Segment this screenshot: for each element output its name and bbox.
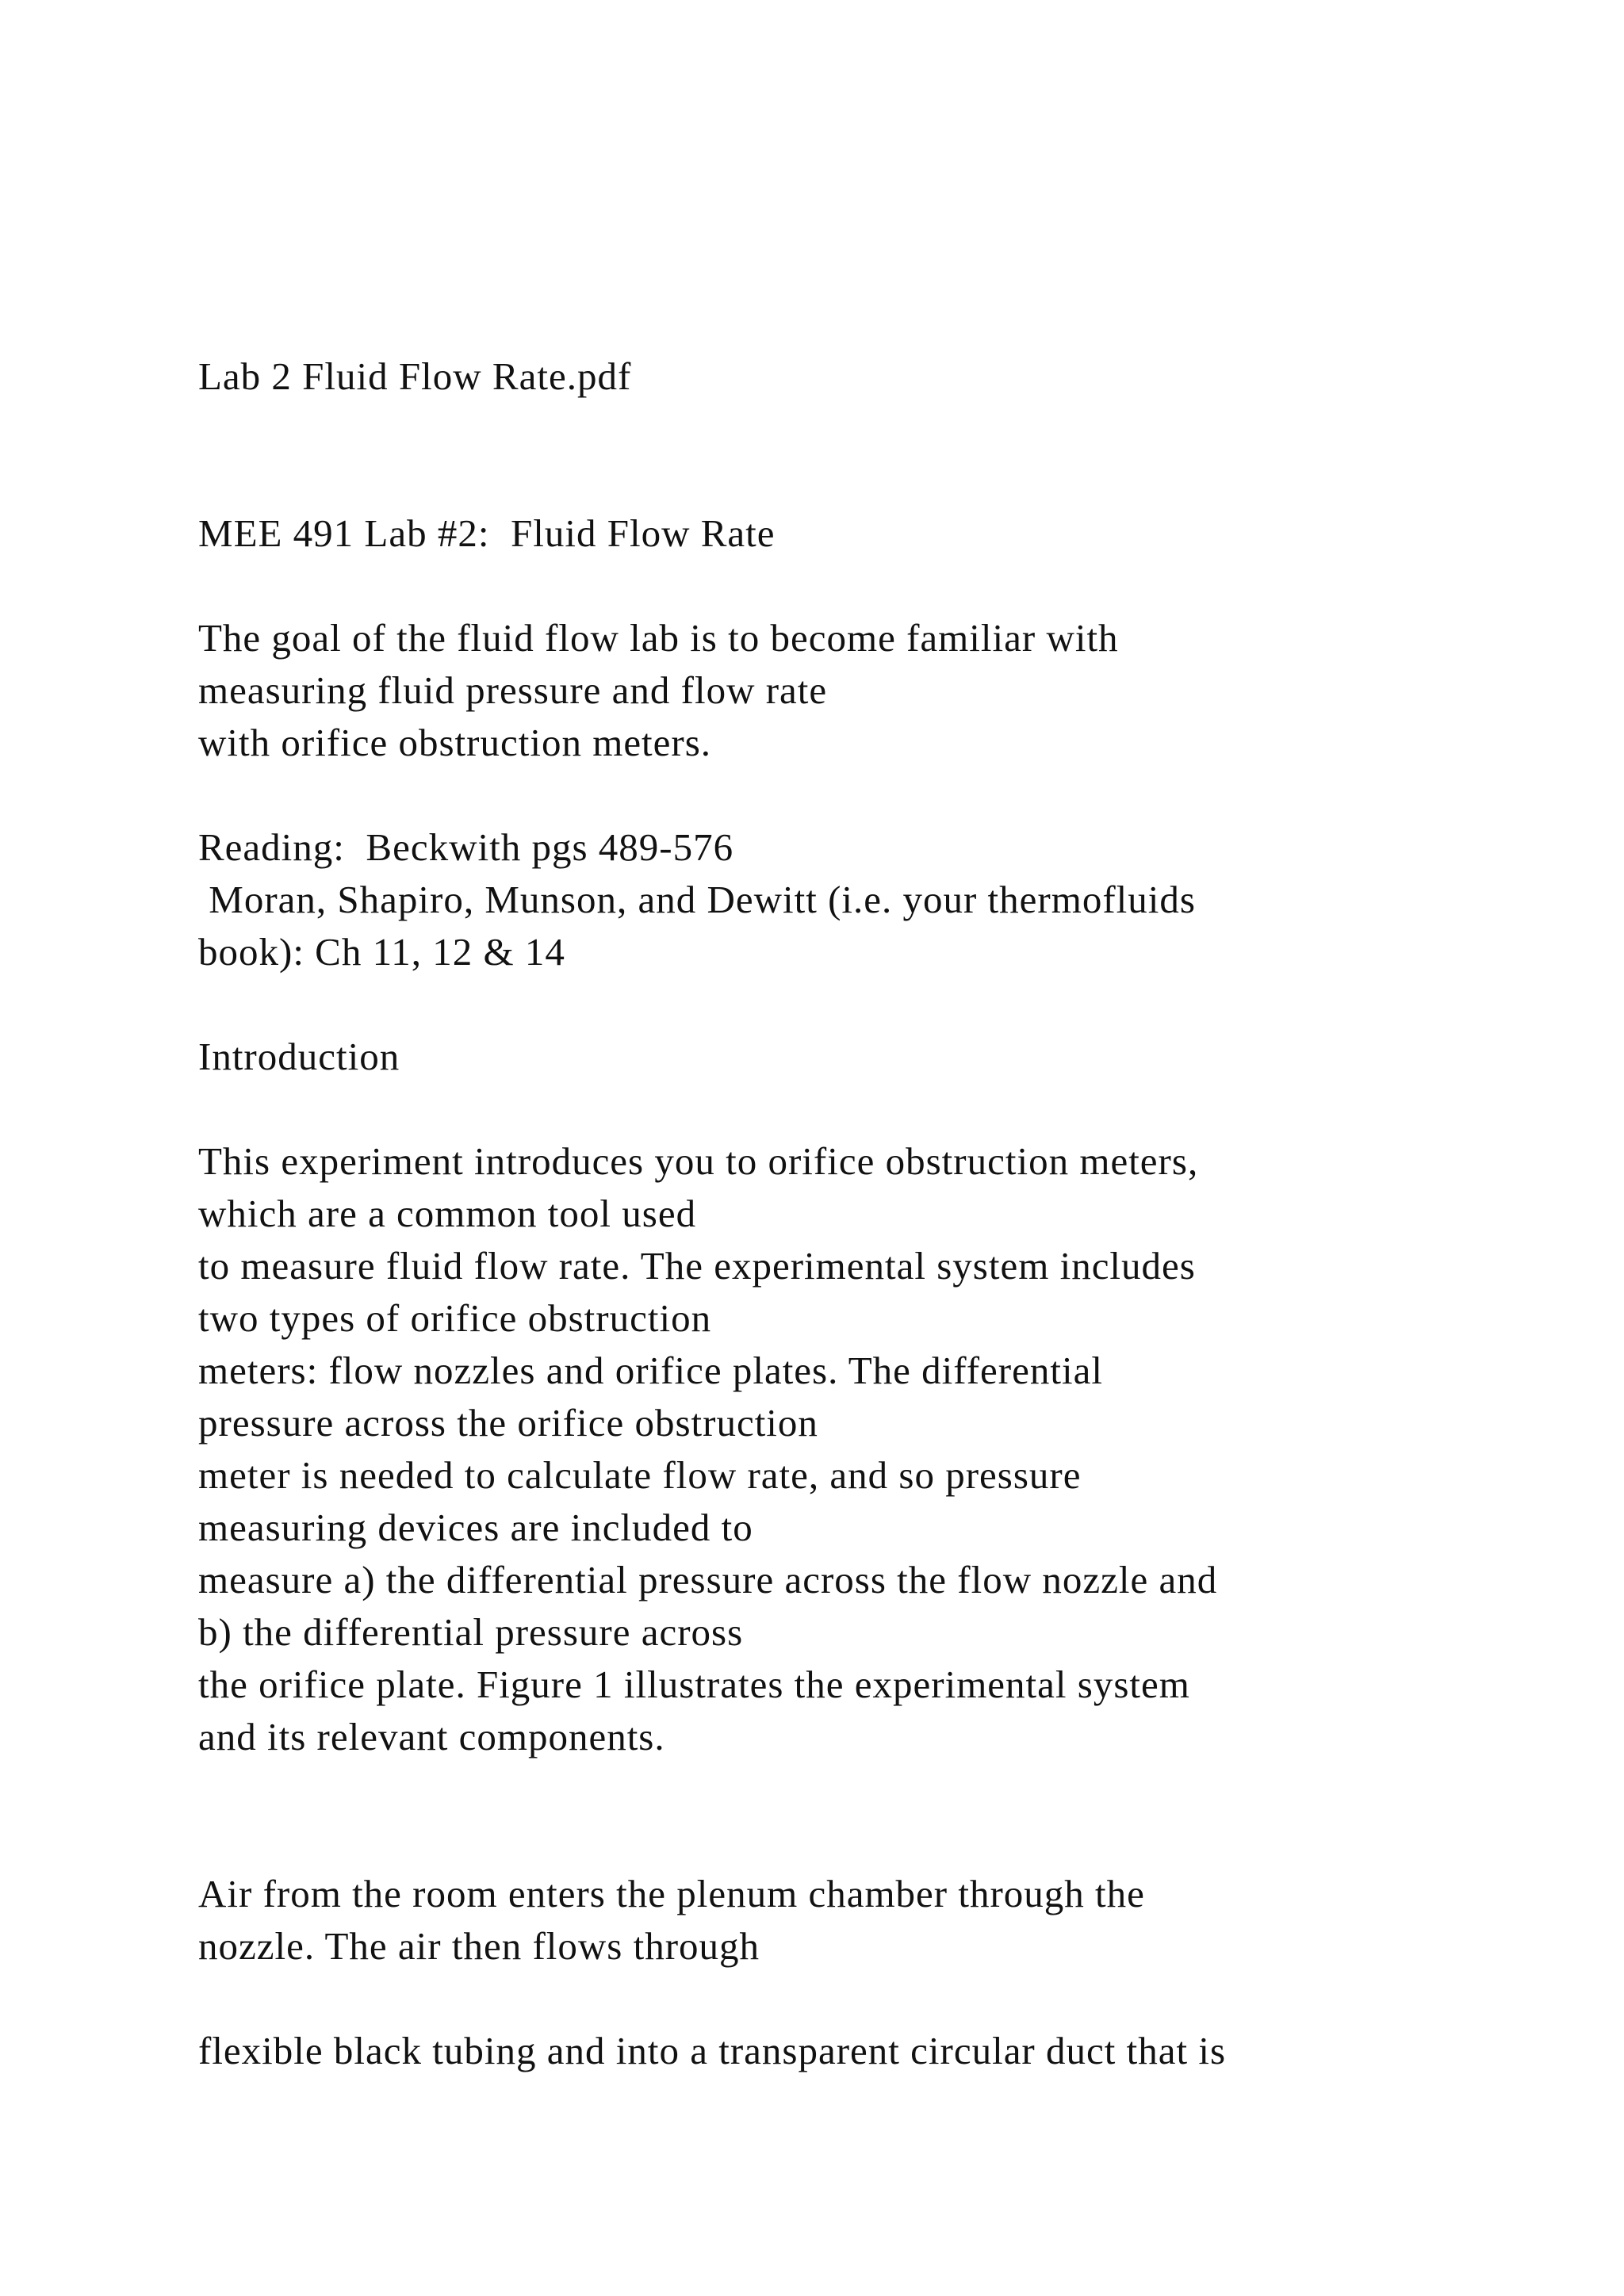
section-title: Introduction [198, 1035, 400, 1078]
spacer [198, 1763, 1499, 1868]
file-title: Lab 2 Fluid Flow Rate.pdf [198, 354, 632, 398]
spacer [198, 1083, 1499, 1135]
intro-paragraph: This experiment introduces you to orifice obstruction meters, which are a common tool used to measure fluid flow rate. The experimental system includes two types of orifice obstruction meters: flow nozzles and orifice plates. The differential pressure across the orifice obstruction meter is needed to calculate flow rate, and so pressure measuring devices are included to measure a) the differential pressure across the flow nozzle and b) the differential pressure across the orifice plate. Figure 1 illustrates the experimental system and its relevant components. [198, 1139, 1218, 1758]
goal-paragraph: The goal of the fluid flow lab is to become familiar with measuring fluid pressure and flow rate with orifice obstruction meters. [198, 616, 1119, 764]
tubing-paragraph: flexible black tubing and into a transparent circular duct that is [198, 2029, 1227, 2072]
lab-heading: MEE 491 Lab #2: Fluid Flow Rate [198, 511, 776, 555]
reading-paragraph: Reading: Beckwith pgs 489-576 Moran, Shapiro, Munson, and Dewitt (i.e. your thermofluids book): Ch 11, 12 & 14 [198, 825, 1196, 974]
spacer [198, 1973, 1499, 2025]
spacer [198, 769, 1499, 821]
air-paragraph: Air from the room enters the plenum chamber through the nozzle. The air then flows through [198, 1872, 1145, 1968]
document-body [198, 350, 1499, 2077]
spacer [198, 560, 1499, 612]
spacer [198, 403, 1499, 507]
spacer [198, 978, 1499, 1031]
